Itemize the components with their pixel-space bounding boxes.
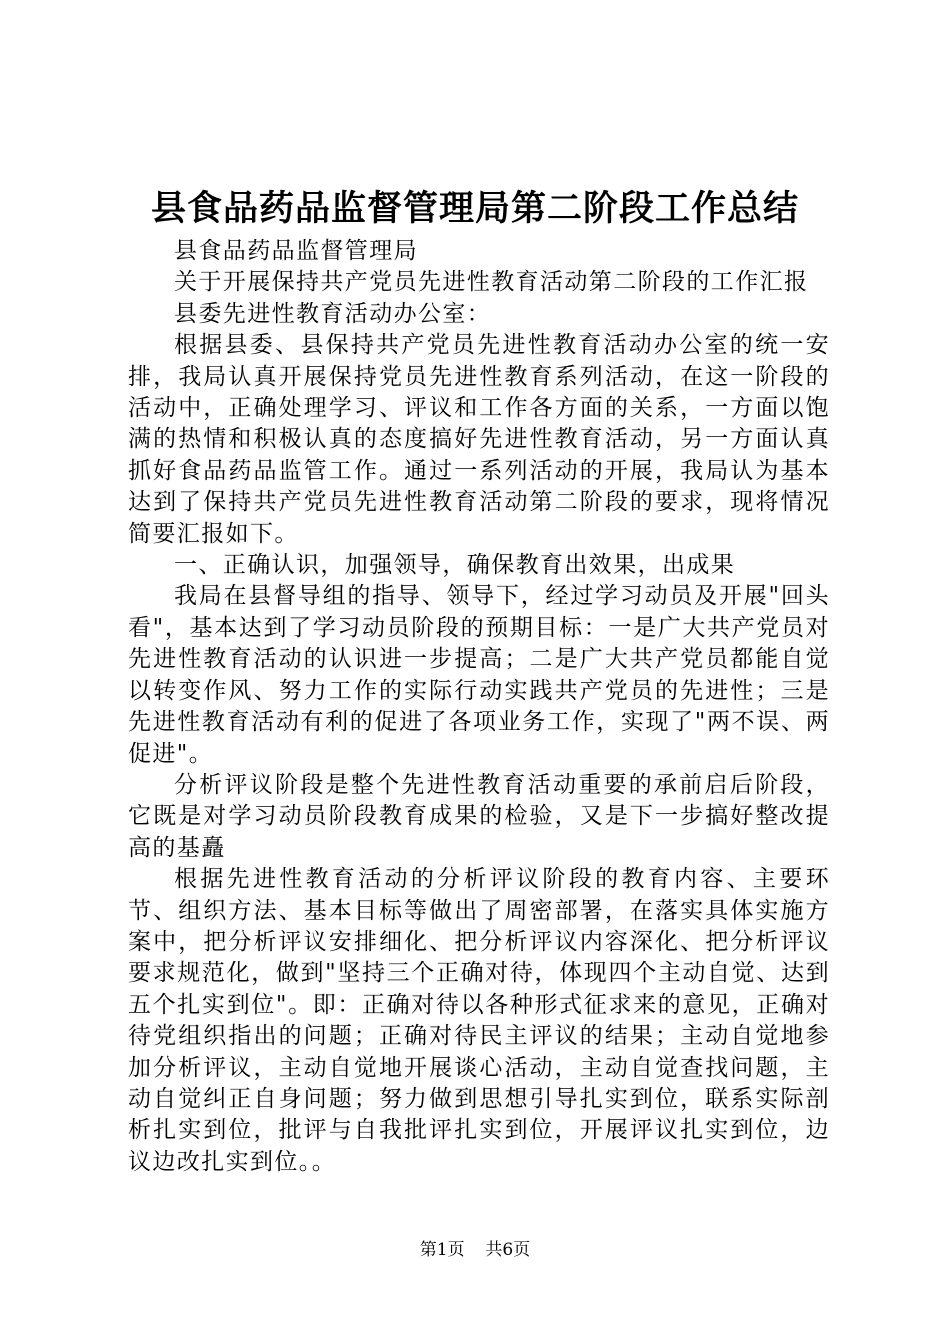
page-total: 共6页 — [485, 1240, 531, 1260]
paragraph-report-title: 关于开展保持共产党员先进性教育活动第二阶段的工作汇报 — [174, 269, 809, 296]
paragraph-body: 我局在县督导组的指导、领导下，经过学习动员及开展"回头看"，基本达到了学习动员阶段的预期目标：一是广大共产党员对先进性教育活动的认识进一步提高；二是广大共产党员都能自觉以转变作风、努力工作的实际行动实践共产党员的先进性；三是先进性教育活动有利的促进了各项业务工作，实现了"两不误、两促进"。 — [128, 583, 830, 767]
paragraph-body: 根据先进性教育活动的分析评议阶段的教育内容、主要环节、组织方法、基本目标等做出了周密部署，在落实具体实施方案中，把分析评议安排细化、把分析评议内容深化、把分析评议要求规范化，做到"坚持三个正确对待，体现四个主动自觉、达到五个扎实到位"。即：正确对待以各种形式征求来的意见，正确对待党组织指出的问题；正确对待民主评议的结果；主动自觉地参加分析评议，主动自觉地开展谈心活动，主动自觉查找问题，主动自觉纠正自身问题；努力做到思想引导扎实到位，联系实际剖析扎实到位，批评与自我批评扎实到位，开展评议扎实到位，边议边改扎实到位。。 — [128, 866, 830, 1175]
page-number: 第1页 — [419, 1240, 465, 1260]
document-title: 县食品药品监督管理局第二阶段工作总结 — [150, 188, 799, 229]
paragraph-intro: 根据县委、县保持共产党员先进性教育活动办公室的统一安排，我局认真开展保持党员先进性教育系列活动，在这一阶段的活动中，正确处理学习、评议和工作各方面的关系，一方面以饱满的热情和积极认真的态度搞好先进性教育活动，另一方面认真抓好食品药品监管工作。通过一系列活动的开展，我局认为基本达到了保持共产党员先进性教育活动第二阶段的要求，现将情况简要汇报如下。 — [128, 332, 830, 547]
paragraph-addressee: 县委先进性教育活动办公室： — [174, 300, 492, 327]
page-footer — [0, 1238, 950, 1262]
document-body — [128, 236, 830, 1178]
paragraph-body: 分析评议阶段是整个先进性教育活动重要的承前启后阶段，它既是对学习动员阶段教育成果的检验，又是下一步搞好整改提高的基矗 — [128, 771, 830, 861]
paragraph-issuer: 县食品药品监督管理局 — [174, 238, 418, 264]
paragraph-section-heading: 一、正确认识，加强领导，确保教育出效果，出成果 — [174, 552, 736, 579]
